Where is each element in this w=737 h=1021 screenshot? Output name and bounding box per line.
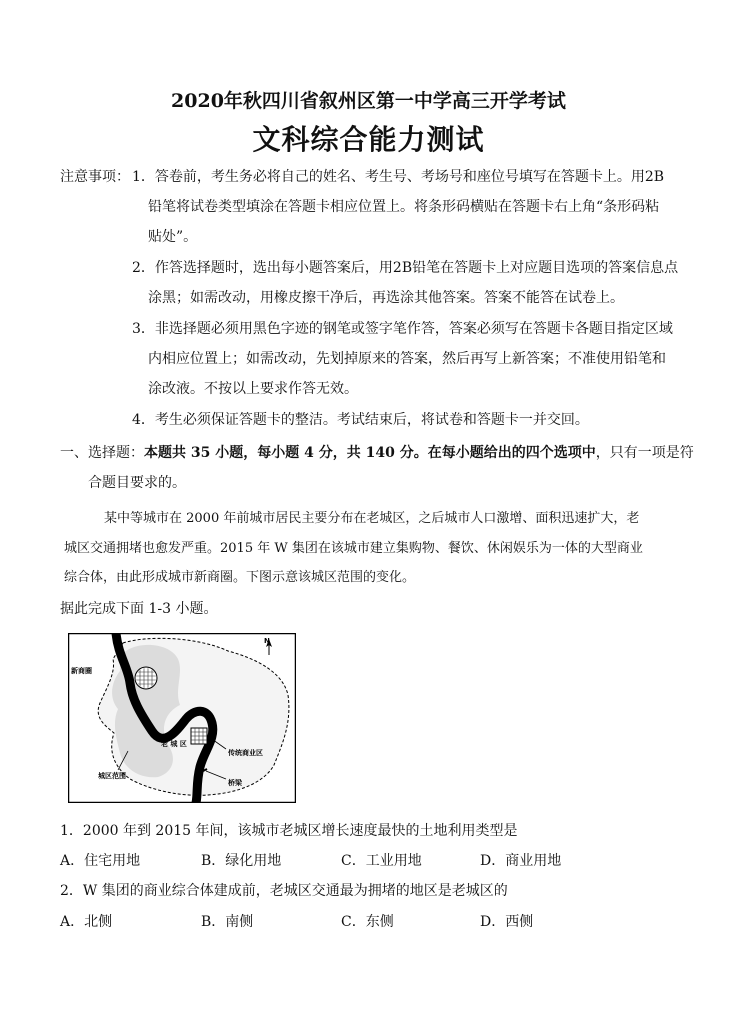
notice-line: 1．答卷前，考生务必将自己的姓名、考生号、考场号和座位号填写在答题卡上。用2B [132, 169, 665, 185]
section-text: 本题共 35 小题，每小题 4 分，共 140 分。在每小题给出的 [144, 445, 526, 461]
passage-line: 某中等城市在 2000 年前城市居民主要分布在老城区，之后城市人口激增、面积迅速扩大，老 [104, 511, 640, 526]
notice-line: 内相应位置上；如需改动，先划掉原来的答案，然后再写上新答案；不准使用铅笔和 [148, 351, 666, 367]
label-bridge: 桥梁 [228, 779, 242, 787]
question-2-option-d[interactable]: D．西侧 [480, 914, 534, 930]
question-1-stem: 1．2000 年到 2015 年间，该城市老城区增长速度最快的土地利用类型是 [60, 823, 518, 839]
question-2-option-b[interactable]: B．南侧 [201, 914, 254, 930]
notice-line: 贴处”。 [148, 229, 198, 245]
question-2-stem: 2．W 集团的商业综合体建成前，老城区交通最为拥堵的地区是老城区的 [60, 883, 508, 899]
new-business-district-marker [135, 667, 157, 689]
label-old-town: 老 城 区 [161, 740, 187, 748]
section-heading [60, 442, 694, 462]
exam-title: 2020年秋四川省叙州区第一中学高三开学考试 [171, 90, 566, 112]
question-1-option-b[interactable]: B．绿化用地 [201, 853, 282, 869]
question-1-option-c[interactable]: C．工业用地 [341, 853, 422, 869]
notice-line: 涂黑；如需改动，用橡皮擦干净后，再选涂其他答案。答案不能答在试卷上。 [148, 290, 624, 306]
section-line-2: 合题目要求的。 [88, 475, 186, 491]
notice-line: 2．作答选择题时，选出每小题答案后，用2B铅笔在答题卡上对应题目选项的答案信息点 [132, 260, 679, 276]
section-label: 一、选择题： [60, 445, 144, 461]
passage-line: 城区交通拥堵也愈发严重。2015 年 W 集团在该城市建立集购物、餐饮、休闲娱乐为一体的大型商业 [64, 541, 643, 556]
section-text-tail: ，只有一项是符 [595, 445, 694, 461]
label-traditional-district: 传统商业区 [228, 749, 263, 757]
question-1-option-a[interactable]: A．住宅用地 [60, 853, 141, 869]
notice-line: 4．考生必须保证答题卡的整洁。考试结束后，将试卷和答题卡一并交回。 [132, 412, 589, 428]
question-1-option-d[interactable]: D．商业用地 [480, 853, 562, 869]
notice-label: 注意事项： [60, 169, 130, 185]
passage-line: 综合体，由此形成城市新商圈。下图示意该城区范围的变化。 [64, 570, 416, 585]
label-new-district: 新商圈 [71, 667, 92, 675]
subject-title: 文科综合能力测试 [252, 123, 485, 156]
city-map-figure [68, 633, 296, 803]
notice-line: 3．非选择题必须用黑色字迹的钢笔或签字笔作答，答案必须写在答题卡各题目指定区域 [132, 321, 673, 337]
question-2-option-c[interactable]: C．东侧 [341, 914, 394, 930]
notice-line: 铅笔将试卷类型填涂在答题卡相应位置上。将条形码横贴在答题卡右上角“条形码粘 [148, 199, 660, 215]
notice-line: 涂改液。不按以上要求作答无效。 [148, 381, 358, 397]
question-2-option-a[interactable]: A．北侧 [60, 914, 113, 930]
label-urban-extent: 城区范围 [98, 772, 126, 780]
section-emphasis: 四个选项中 [525, 445, 596, 461]
north-label: N [264, 637, 270, 645]
passage-instruction: 据此完成下面 1-3 小题。 [60, 601, 218, 617]
